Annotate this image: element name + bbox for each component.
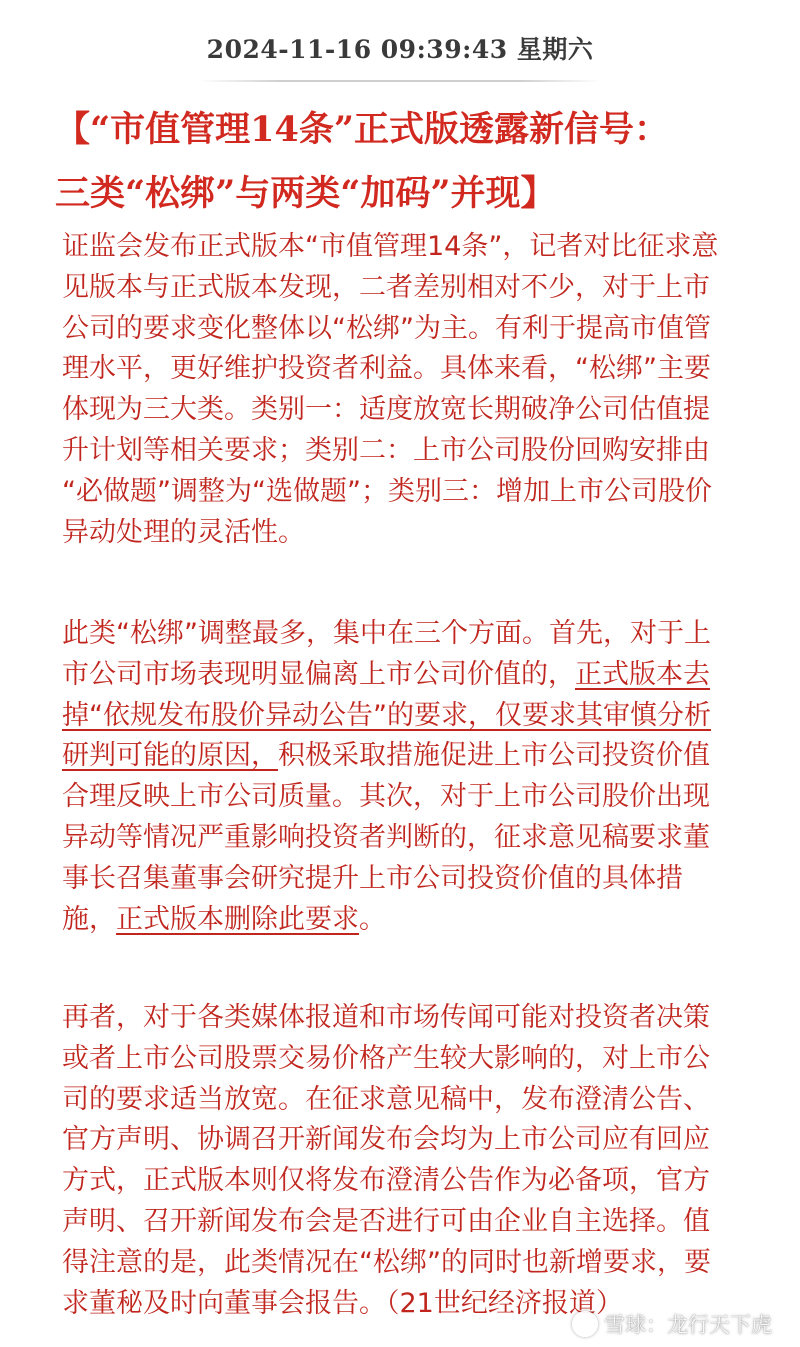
plain-text: 积极采取措施促进上市公司投资价值 xyxy=(278,740,710,772)
paragraph-line: 合理反映上市公司质量。其次，对于上市公司股价出现 xyxy=(62,781,710,813)
headline-line-2: 三类“松绑”与两类“加码”并现】 xyxy=(55,173,556,214)
paragraph-line: 理水平，更好维护投资者利益。具体来看，“松绑”主要 xyxy=(62,353,711,385)
paragraph-line: 升计划等相关要求；类别二：上市公司股份回购安排由 xyxy=(62,434,710,466)
paragraph-line: 体现为三大类。类别一：适度放宽长期破净公司估值提 xyxy=(62,394,710,426)
paragraph-line xyxy=(62,900,752,941)
paragraph-3 xyxy=(62,998,752,1324)
paragraph-2 xyxy=(62,614,752,940)
snowball-logo-icon xyxy=(572,1311,598,1337)
paragraph-1 xyxy=(62,227,752,553)
paragraph-line: 见版本与正式版本发现，二者差别相对不少，对于上市 xyxy=(62,271,710,303)
plain-text: 施， xyxy=(62,903,116,935)
paragraph-line: 异动处理的灵活性。 xyxy=(62,516,305,548)
paragraph-line: 求董秘及时向董事会报告。（21世纪经济报道） xyxy=(62,1287,623,1319)
headline xyxy=(55,98,755,226)
paragraph-line: 公司的要求变化整体以“松绑”为主。有利于提高市值管 xyxy=(62,312,711,344)
paragraph-line xyxy=(62,655,752,696)
plain-text: 市公司市场表现明显偏离上市公司价值的， xyxy=(62,658,575,690)
underlined-text: 正式版本去 xyxy=(575,658,710,690)
plain-text: 。 xyxy=(359,903,386,935)
underlined-text: 掉“依规发布股价异动公告”的要求，仅要求其审慎分析 xyxy=(62,699,711,731)
underlined-text: 研判可能的原因， xyxy=(62,740,278,772)
paragraph-line: 此类“松绑”调整最多，集中在三个方面。首先，对于上 xyxy=(62,618,711,649)
date-divider xyxy=(200,80,600,82)
paragraph-line: 得注意的是，此类情况在“松绑”的同时也新增要求，要 xyxy=(62,1246,711,1278)
paragraph-line xyxy=(62,736,752,777)
paragraph-line: 再者，对于各类媒体报道和市场传闻可能对投资者决策 xyxy=(62,1002,710,1033)
paragraph-line: 证监会发布正式版本“市值管理14条”，记者对比征求意 xyxy=(62,231,719,262)
paragraph-line: 司的要求适当放宽。在征求意见稿中，发布澄清公告、 xyxy=(62,1083,710,1115)
paragraph-line: 异动等情况严重影响投资者判断的，征求意见稿要求董 xyxy=(62,821,710,853)
paragraph-line xyxy=(62,696,752,737)
watermark xyxy=(572,1309,772,1339)
paragraph-line: 或者上市公司股票交易价格产生较大影响的，对上市公 xyxy=(62,1042,710,1074)
paragraph-line: “必做题”调整为“选做题”；类别三：增加上市公司股价 xyxy=(62,475,712,507)
paragraph-line: 方式，正式版本则仅将发布澄清公告作为必备项，官方 xyxy=(62,1165,710,1197)
watermark-text: 雪球：龙行天下虎 xyxy=(604,1313,772,1337)
headline-line-1: 【“市值管理14条”正式版透露新信号： xyxy=(55,109,669,150)
paragraph-line: 事长召集董事会研究提升上市公司投资价值的具体措 xyxy=(62,862,683,894)
paragraph-line: 声明、召开新闻发布会是否进行可由企业自主选择。值 xyxy=(62,1205,710,1237)
paragraph-line: 官方声明、协调召开新闻发布会均为上市公司应有回应 xyxy=(62,1124,710,1156)
underlined-text: 正式版本删除此要求 xyxy=(116,903,359,935)
date-line: 2024-11-16 09:39:43 星期六 xyxy=(206,35,594,64)
